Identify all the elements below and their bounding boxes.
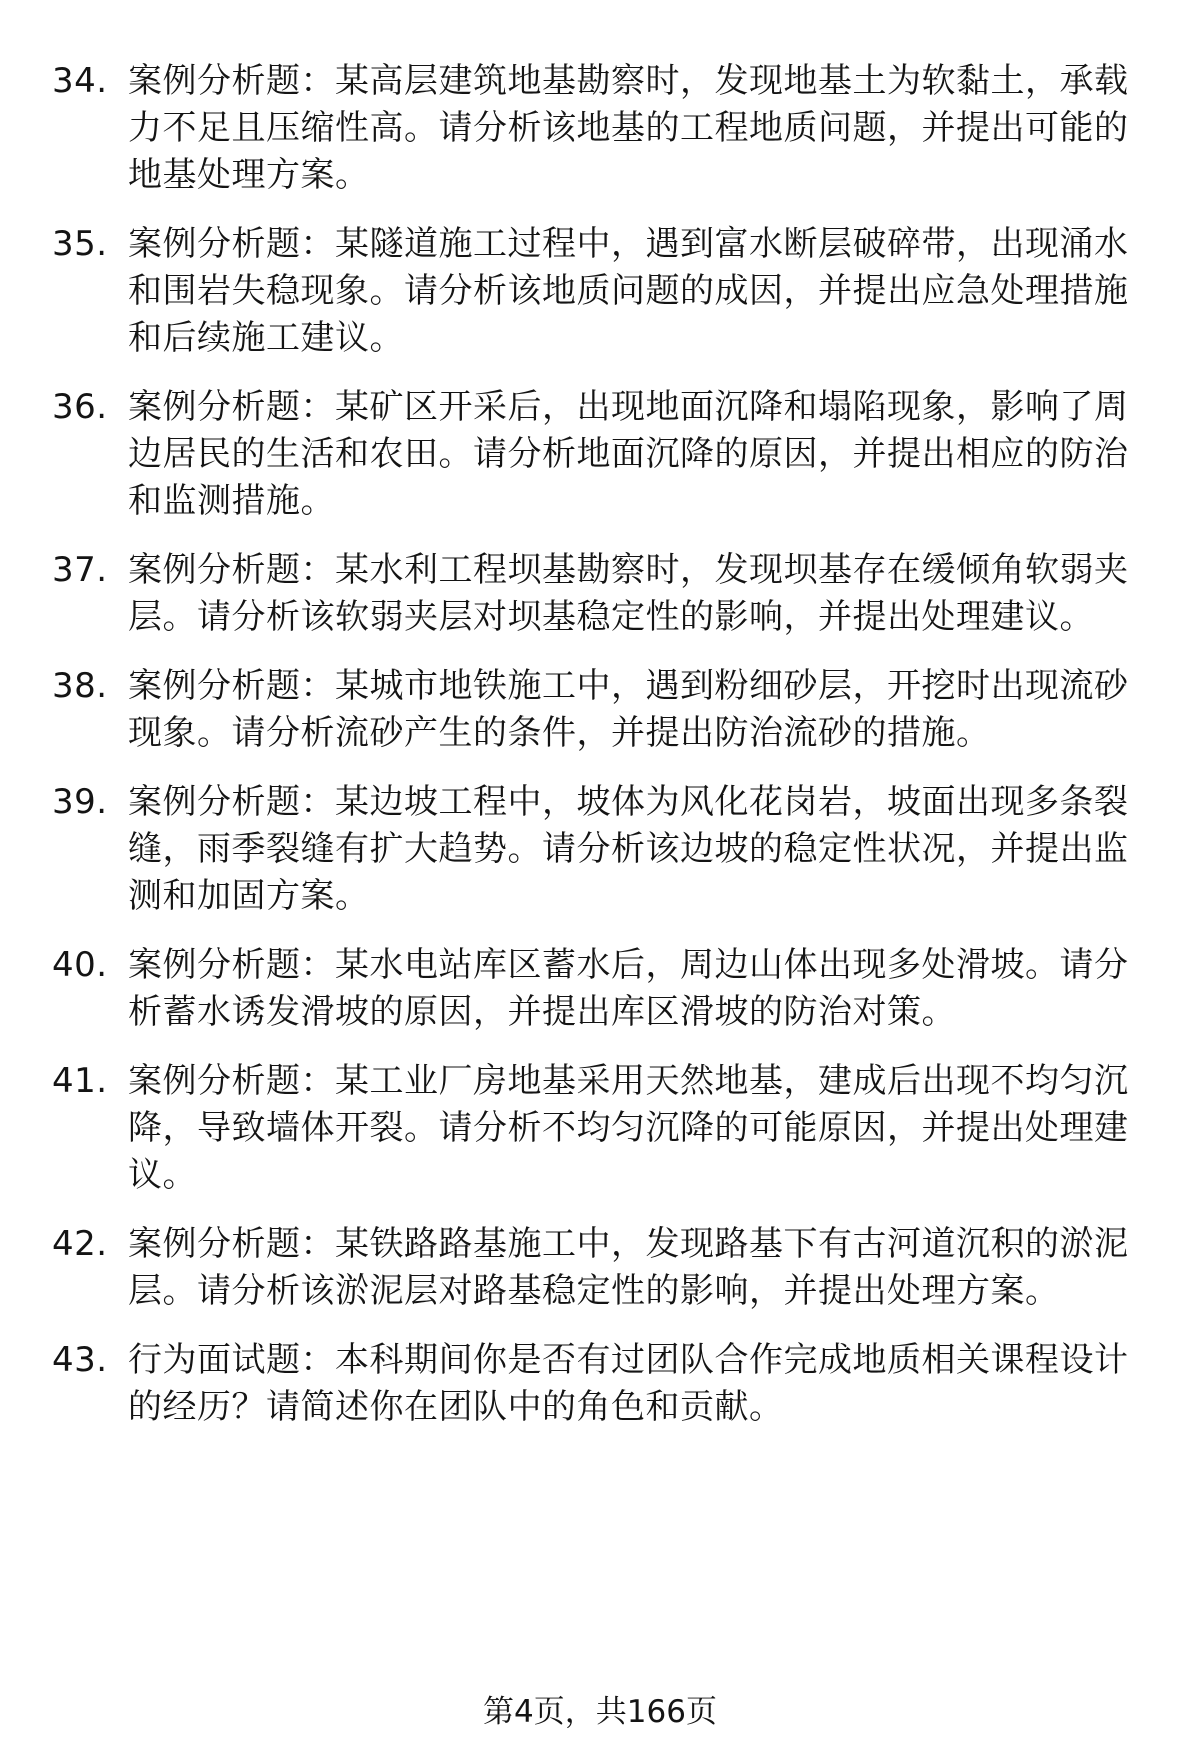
question-item — [52, 1058, 1152, 1199]
question-item — [52, 384, 1152, 525]
question-number: 38. — [52, 666, 108, 706]
question-number: 36. — [52, 387, 108, 427]
question-item — [52, 58, 1152, 199]
question-text: 案例分析题：某城市地铁施工中，遇到粉细砂层，开挖时出现流砂现象。请分析流砂产生的条件，并提出防治流砂的措施。 — [128, 666, 1129, 753]
question-text: 行为面试题：本科期间你是否有过团队合作完成地质相关课程设计的经历？请简述你在团队中的角色和贡献。 — [128, 1340, 1129, 1427]
question-number: 41. — [52, 1061, 108, 1101]
question-number: 39. — [52, 782, 108, 822]
question-number: 37. — [52, 550, 108, 590]
question-number: 35. — [52, 224, 108, 264]
question-number: 34. — [52, 61, 108, 101]
question-text: 案例分析题：某边坡工程中，坡体为风化花岗岩，坡面出现多条裂缝，雨季裂缝有扩大趋势。请分析该边坡的稳定性状况，并提出监测和加固方案。 — [128, 782, 1129, 916]
question-text: 案例分析题：某隧道施工过程中，遇到富水断层破碎带，出现涌水和围岩失稳现象。请分析该地质问题的成因，并提出应急处理措施和后续施工建议。 — [128, 224, 1129, 358]
question-text: 案例分析题：某水利工程坝基勘察时，发现坝基存在缓倾角软弱夹层。请分析该软弱夹层对坝基稳定性的影响，并提出处理建议。 — [128, 550, 1129, 637]
question-item — [52, 1337, 1152, 1431]
question-number: 40. — [52, 945, 108, 985]
question-item — [52, 547, 1152, 641]
question-item — [52, 663, 1152, 757]
page-number-footer: 第4页，共166页 — [483, 1694, 717, 1730]
question-list — [52, 58, 1152, 1453]
question-text: 案例分析题：某铁路路基施工中，发现路基下有古河道沉积的淤泥层。请分析该淤泥层对路基稳定性的影响，并提出处理方案。 — [128, 1224, 1129, 1311]
question-number: 42. — [52, 1224, 108, 1264]
question-text: 案例分析题：某工业厂房地基采用天然地基，建成后出现不均匀沉降，导致墙体开裂。请分析不均匀沉降的可能原因，并提出处理建议。 — [128, 1061, 1129, 1195]
question-number: 43. — [52, 1340, 108, 1380]
question-item — [52, 1221, 1152, 1315]
question-text: 案例分析题：某水电站库区蓄水后，周边山体出现多处滑坡。请分析蓄水诱发滑坡的原因，并提出库区滑坡的防治对策。 — [128, 945, 1129, 1032]
question-text: 案例分析题：某高层建筑地基勘察时，发现地基土为软黏土，承载力不足且压缩性高。请分析该地基的工程地质问题，并提出可能的地基处理方案。 — [128, 61, 1129, 195]
question-text: 案例分析题：某矿区开采后，出现地面沉降和塌陷现象，影响了周边居民的生活和农田。请分析地面沉降的原因，并提出相应的防治和监测措施。 — [128, 387, 1129, 521]
question-item — [52, 942, 1152, 1036]
question-item — [52, 779, 1152, 920]
question-item — [52, 221, 1152, 362]
